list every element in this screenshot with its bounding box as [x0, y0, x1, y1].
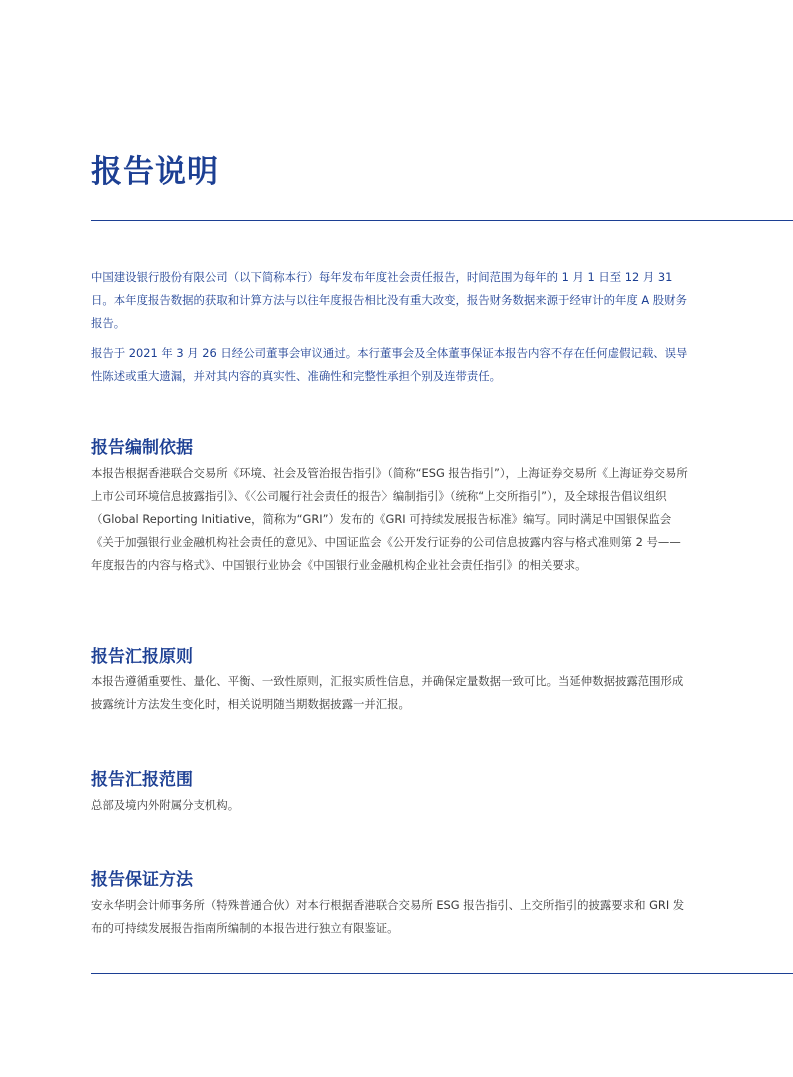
section-heading-basis: 报告编制依据 [91, 438, 193, 458]
footer-divider [91, 973, 793, 974]
section-heading-principles: 报告汇报原则 [91, 647, 193, 667]
section-heading-assurance: 报告保证方法 [91, 870, 193, 890]
section-body-assurance: 安永华明会计师事务所（特殊普通合伙）对本行根据香港联合交易所 ESG 报告指引、上交所指引的披露要求和 GRI 发布的可持续发展报告指南所编制的本报告进行独立有限鉴证。 [91, 898, 685, 935]
section-body-basis: 本报告根据香港联合交易所《环境、社会及管治报告指引》（简称“ESG 报告指引”），上海证券交易所《上海证券交易所上市公司环境信息披露指引》、《〈公司履行社会责任的报告〉编制指引》（统称“上交所指引”），及全球报告倡议组织（Global Reporting Initiative，简称为“GRI”）发布的《GRI 可持续发展报告标准》编写。同时满足中国银保监会《关于加强银行业金融机构社会责任的意见》、中国证监会《公开发行证券的公司信息披露内容与格式准则第 2 号——年度报告的内容与格式》、中国银行业协会《中国银行业金融机构企业社会责任指引》的相关要求。 [91, 466, 688, 572]
section-body-principles: 本报告遵循重要性、量化、平衡、一致性原则，汇报实质性信息，并确保定量数据一致可比。当延伸数据披露范围形成披露统计方法发生变化时，相关说明随当期数据披露一并汇报。 [91, 674, 684, 711]
section-body-scope: 总部及境内外附属分支机构。 [91, 798, 240, 812]
page-title: 报告说明 [91, 154, 219, 190]
intro-paragraph-1: 中国建设银行股份有限公司（以下简称本行）每年发布年度社会责任报告，时间范围为每年的 1 月 1 日至 12 月 31 日。本年度报告数据的获取和计算方法与以往年度报告相比没有重大改变，报告财务数据来源于经审计的年度 A 股财务报告。 [91, 270, 687, 330]
title-divider [91, 220, 793, 221]
section-heading-scope: 报告汇报范围 [91, 770, 193, 790]
intro-paragraph-2: 报告于 2021 年 3 月 26 日经公司董事会审议通过。本行董事会及全体董事保证本报告内容不存在任何虚假记载、误导性陈述或重大遗漏，并对其内容的真实性、准确性和完整性承担个别及连带责任。 [91, 346, 688, 383]
